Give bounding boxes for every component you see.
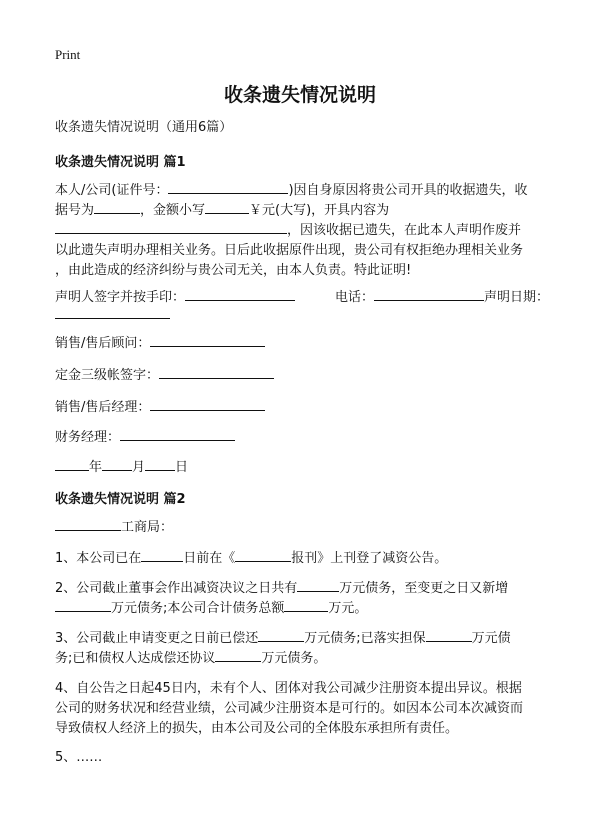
item3-line1	[55, 629, 511, 649]
declaration-date-blank	[55, 306, 170, 319]
item3-text-d: 务;已和债权人达成偿还协议	[55, 651, 216, 666]
manager-blank	[150, 398, 265, 411]
item1-newspaper-blank	[235, 549, 291, 562]
item3-repaid-blank	[258, 629, 304, 642]
p1-text-a: 本人/公司(证件号：	[55, 183, 169, 198]
p1-text-c: 据号为	[55, 203, 95, 218]
finance-label: 财务经理：	[55, 430, 121, 445]
month-blank	[102, 458, 132, 471]
advisor-label: 销售/售后顾问：	[55, 336, 151, 351]
item2-text-b: 万元债务，至变更之日又新增	[339, 581, 509, 596]
item2-text-c: 万元债务;本公司合计债务总额	[111, 601, 285, 616]
deposit-line	[55, 366, 274, 386]
date-line	[55, 306, 170, 326]
ymd-line	[55, 458, 188, 478]
item3-text-c: 万元债	[471, 631, 511, 646]
phone-blank	[374, 288, 484, 301]
year-label: 年	[89, 460, 103, 475]
advisor-line	[55, 334, 265, 354]
manager-label: 销售/售后经理：	[55, 400, 151, 415]
item3-agreement-blank	[215, 649, 261, 662]
document-subtitle: 收条遗失情况说明（通用6篇）	[55, 120, 233, 135]
day-label: 日	[175, 460, 189, 475]
item3-text-e: 万元债务。	[261, 651, 327, 666]
page-title: 收条遗失情况说明	[223, 84, 376, 106]
item4-line3: 导致债权人经济上的损失，由本公司及公司的全体股东承担所有责任。	[55, 721, 459, 736]
item2-new-debt-blank	[55, 599, 111, 612]
item3-text-a: 3、公司截止申请变更之日前已偿还	[55, 631, 259, 646]
print-link[interactable]: Print	[55, 47, 81, 62]
phone-label: 电话：	[335, 290, 375, 305]
deposit-label: 定金三级帐签字：	[55, 368, 160, 383]
sign-blank	[185, 288, 295, 301]
bureau-label: 工商局：	[121, 520, 174, 535]
signature-line	[55, 288, 549, 308]
item2-line1	[55, 579, 508, 599]
p1-text-d: ，金额小写	[140, 203, 206, 218]
item2-text-a: 2、公司截止董事会作出减资决议之日共有	[55, 581, 298, 596]
p1-text-f: ，因该收据已遗失，在此本人声明作废并	[287, 223, 522, 238]
item1-text-b: 日前在《	[183, 551, 236, 566]
section1-heading: 收条遗失情况说明 篇1	[55, 155, 186, 170]
finance-line	[55, 428, 235, 448]
year-blank	[55, 458, 89, 471]
item2-debt-blank	[297, 579, 339, 592]
item1-date-blank	[141, 549, 183, 562]
section1-line5: ，由此造成的经济纠纷与贵公司无关，由本人负责。特此证明!	[55, 263, 412, 278]
item3-guarantee-blank	[426, 629, 472, 642]
section1-line4: 以此遗失声明办理相关业务。日后此收据原件出现，贵公司有权拒绝办理相关业务	[55, 243, 524, 258]
day-blank	[145, 458, 175, 471]
receipt-number-blank	[94, 201, 140, 214]
section1-line3	[55, 221, 521, 241]
item1-text-a: 1、本公司已在	[55, 551, 142, 566]
p1-text-b: )因自身原因将贵公司开具的收据遗失，收	[288, 183, 528, 198]
item4-line1: 4、自公告之日起45日内，未有个人、团体对我公司减少注册资本提出异议。根据	[55, 681, 522, 696]
sign-label: 声明人签字并按手印：	[55, 290, 186, 305]
section1-line2	[55, 201, 389, 221]
item3-text-b: 万元债务;已落实担保	[304, 631, 426, 646]
section2-heading: 收条遗失情况说明 篇2	[55, 492, 186, 507]
content-blank	[55, 221, 287, 234]
item3-line2	[55, 649, 326, 669]
amount-blank	[205, 201, 249, 214]
bureau-line	[55, 518, 173, 538]
p1-text-e: ￥元(大写)，开具内容为	[249, 203, 390, 218]
item1-text-c: 报刊》上刊登了减资公告。	[291, 551, 448, 566]
advisor-blank	[150, 334, 265, 347]
bureau-blank	[55, 518, 121, 531]
section1-line1	[55, 181, 528, 201]
date-label: 声明日期：	[484, 290, 550, 305]
item5: 5、……	[55, 750, 103, 765]
deposit-blank	[159, 366, 274, 379]
item2-line2	[55, 599, 367, 619]
finance-blank	[120, 428, 235, 441]
item2-text-d: 万元。	[328, 601, 368, 616]
item1	[55, 549, 447, 569]
month-label: 月	[132, 460, 146, 475]
item2-total-blank	[284, 599, 328, 612]
manager-line	[55, 398, 265, 418]
id-number-blank	[168, 181, 288, 194]
item4-line2: 公司的财务状况和经营业绩，公司减少注册资本是可行的。如因本公司本次减资而	[55, 701, 524, 716]
